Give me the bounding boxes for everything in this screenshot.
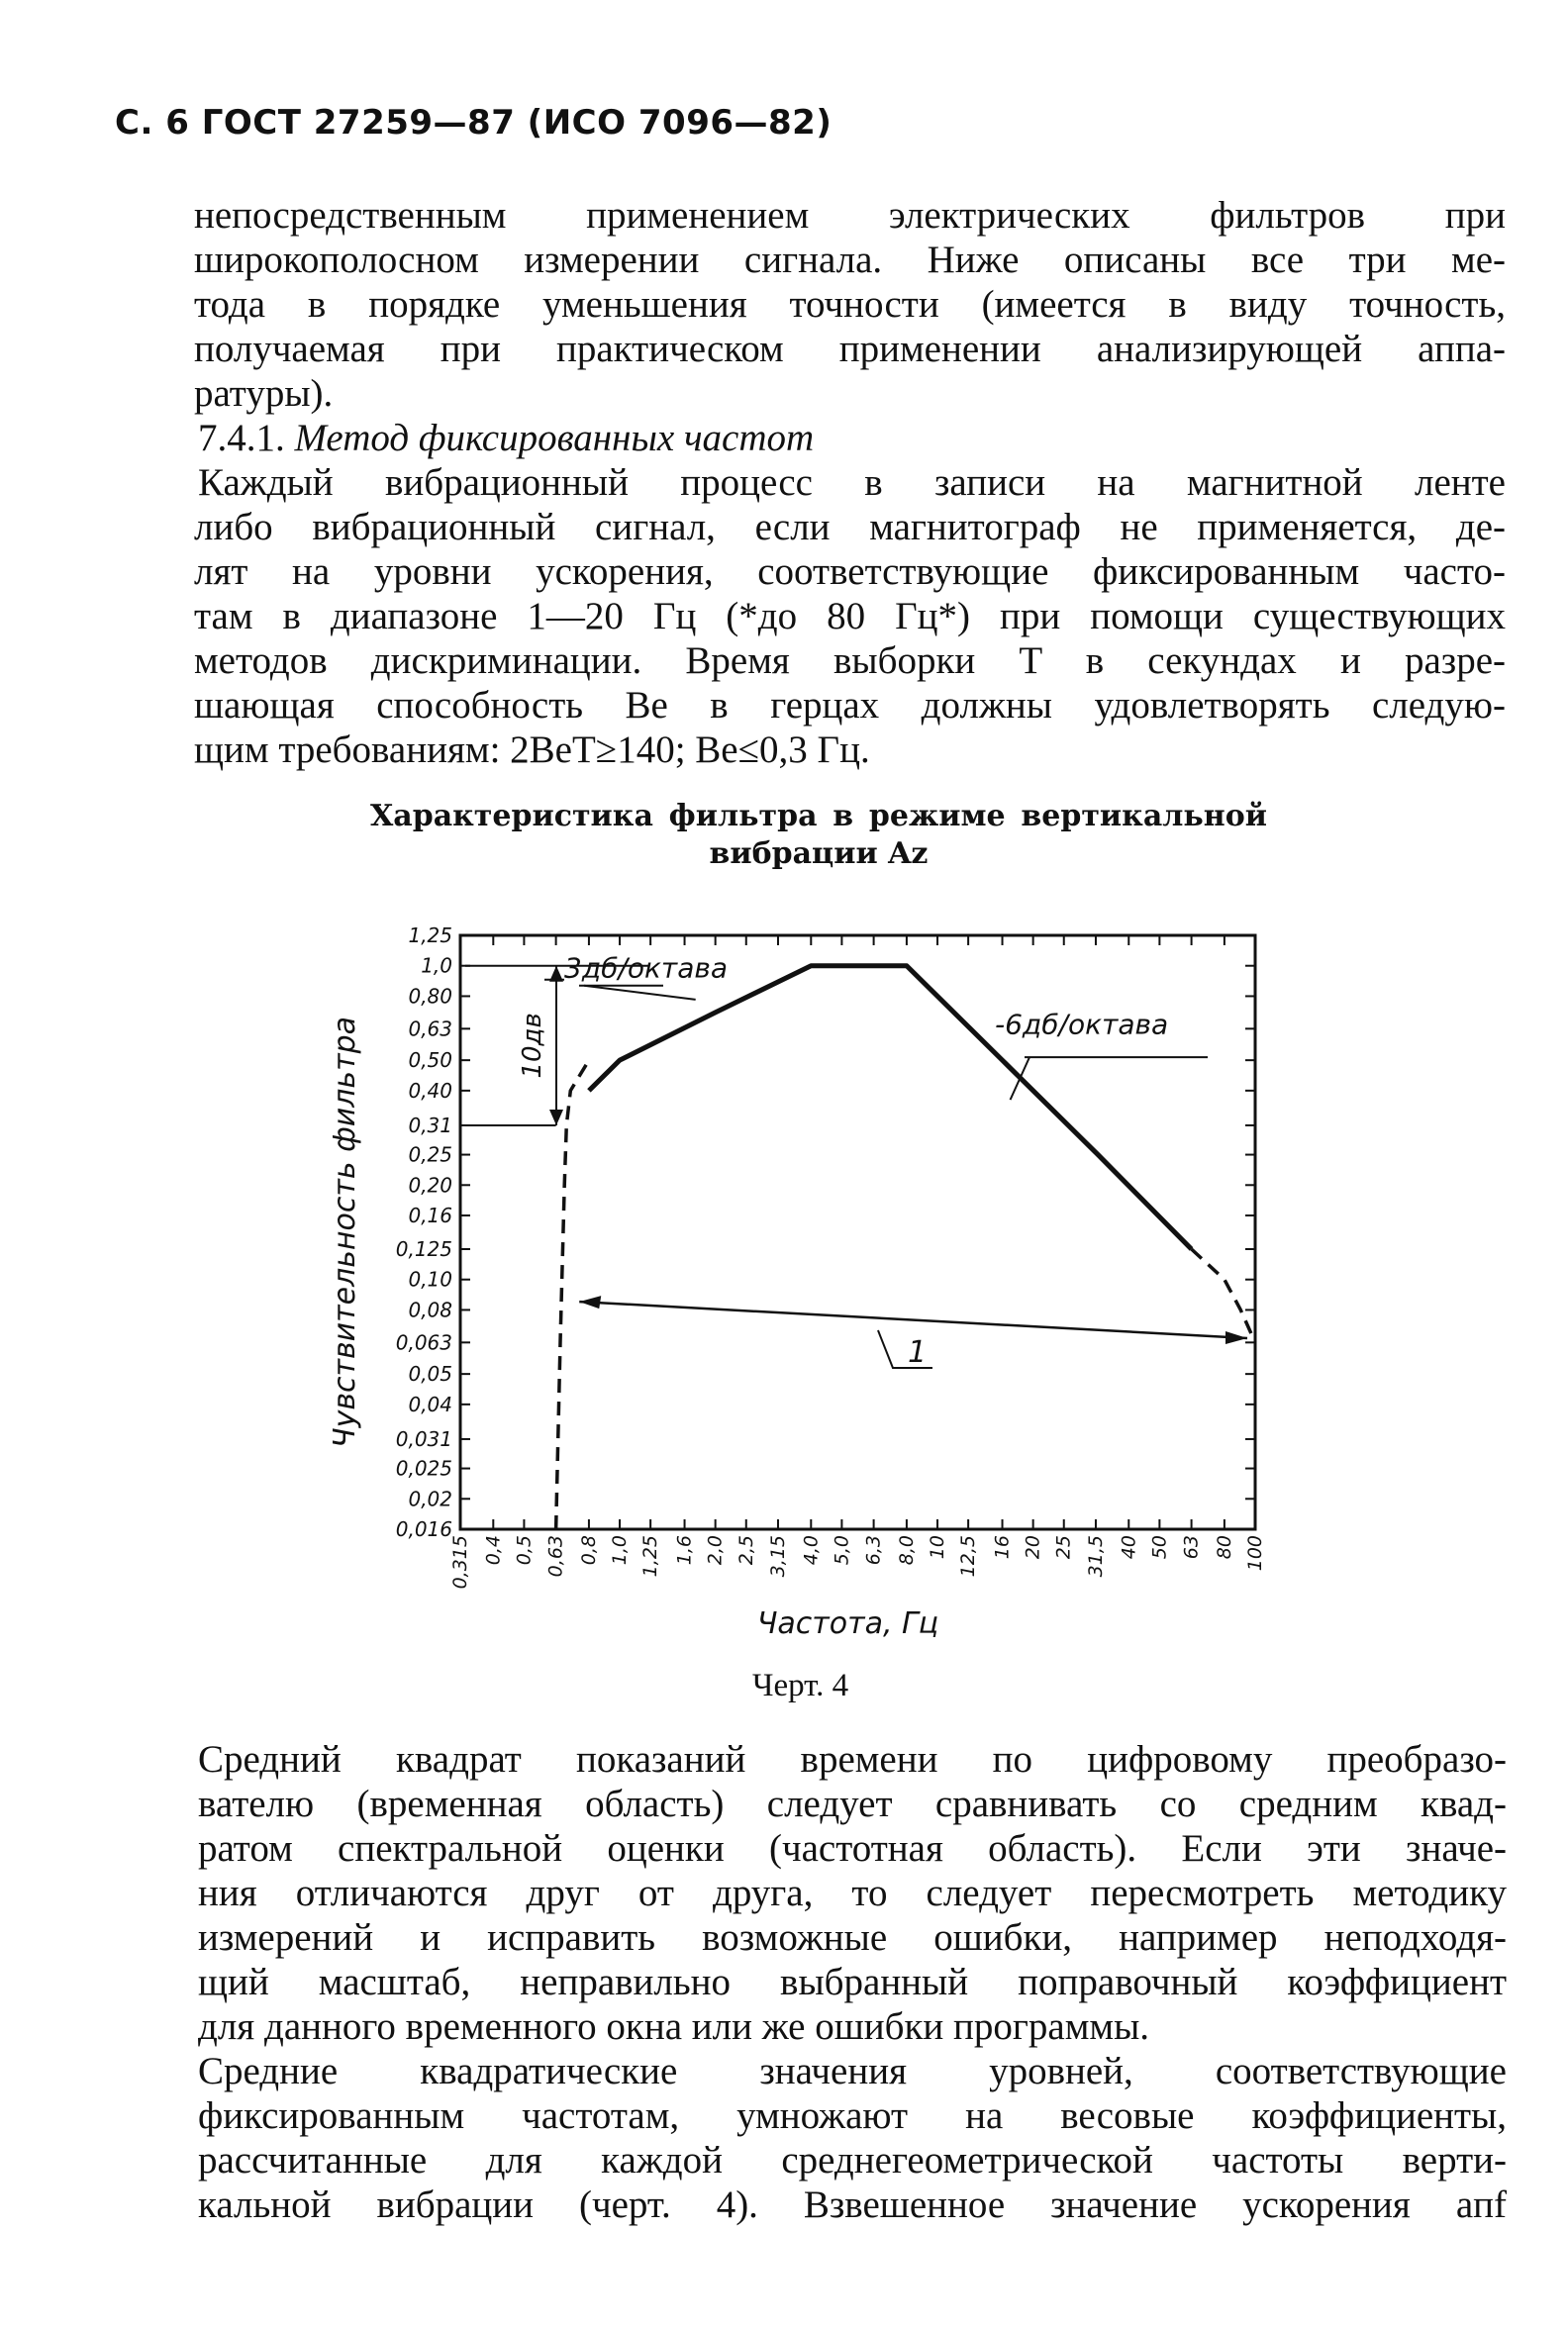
text-line: тода в порядке уменьшения точности (имеется в виду точность, — [194, 283, 1506, 326]
text-line: ния отличаются друг от друга, то следует пересмотреть методику — [198, 1872, 1507, 1914]
y-tick-label: 1,25 — [408, 923, 452, 947]
x-tick-label: 1,25 — [639, 1535, 662, 1578]
x-tick-label: 50 — [1148, 1535, 1171, 1560]
x-tick-label: 4,0 — [800, 1535, 823, 1566]
x-tick-label: 3,15 — [766, 1535, 789, 1578]
text-line: ратом спектральной оценки (частотная область). Если эти значе- — [198, 1827, 1507, 1870]
x-tick-label: 6,3 — [862, 1535, 885, 1566]
text-line: вателю (временная область) следует сравнивать со средним квад- — [198, 1783, 1507, 1825]
annotation-6db: -6дб/октава — [995, 1008, 1169, 1041]
x-axis-label: Частота, Гц — [756, 1606, 939, 1641]
x-tick-label: 12,5 — [957, 1535, 980, 1578]
x-tick-label: 2,0 — [704, 1535, 727, 1566]
range-arrow-left — [579, 1296, 601, 1309]
x-tick-label: 1,0 — [609, 1535, 632, 1566]
text-line: измерений и исправить возможные ошибки, например неподходя- — [198, 1916, 1507, 1959]
text-line: щий масштаб, неправильно выбранный поправочный коэффициент — [198, 1961, 1507, 2003]
page-header: С. 6 ГОСТ 27259—87 (ИСО 7096—82) — [115, 103, 833, 143]
section-title: Метод фиксированных частот — [294, 417, 815, 459]
y-tick-label: 0,08 — [408, 1298, 452, 1322]
section-heading — [198, 416, 1510, 460]
y-tick-label: 0,05 — [408, 1362, 452, 1387]
y-tick-label: 0,063 — [395, 1330, 452, 1355]
x-tick-label: 0,8 — [577, 1535, 600, 1566]
text-line: для данного временного окна или же ошибки программы. — [198, 2005, 1150, 2048]
text-line: Средние квадратические значения уровней, соответствующие — [198, 2050, 1507, 2092]
caption-line: Характеристика фильтра в режиме вертикальной — [370, 799, 1267, 833]
range-line-1 — [579, 1302, 1247, 1338]
x-tick-label: 8,0 — [895, 1535, 918, 1566]
filter-response-chart — [297, 901, 1307, 1653]
text-line: фиксированным частотам, умножают на весовые коэффициенты, — [198, 2094, 1507, 2137]
caption-line: вибрации Az — [709, 836, 929, 871]
text-line: методов дискриминации. Время выборки T в секундах и разре- — [194, 639, 1506, 682]
text-line: рассчитанные для каждой среднегеометрической частоты верти- — [198, 2139, 1507, 2182]
figure-caption — [370, 798, 1267, 873]
text-line: Средний квадрат показаний времени по цифровому преобразо- — [198, 1738, 1507, 1781]
paragraph-2 — [198, 1737, 1507, 2049]
text-line: непосредственным применением электрических фильтров при — [194, 194, 1506, 237]
x-tick-label: 0,4 — [482, 1535, 505, 1566]
paragraph-3 — [198, 2049, 1507, 2227]
text-line: либо вибрационный сигнал, если магнитограф не применяется, де- — [194, 506, 1506, 548]
y-tick-label: 0,016 — [395, 1517, 452, 1541]
text-line: шающая способность Be в герцах должны удовлетворять следую- — [194, 684, 1506, 727]
y-tick-label: 0,025 — [395, 1456, 452, 1481]
text-line: широкополосном измерении сигнала. Ниже описаны все три ме- — [194, 239, 1506, 281]
x-tick-label: 2,5 — [735, 1535, 757, 1566]
x-tick-label: 25 — [1052, 1535, 1075, 1560]
y-tick-label: 0,031 — [395, 1426, 452, 1451]
text-line: лят на уровни ускорения, соответствующие фиксированным часто- — [194, 550, 1506, 593]
text-line: Каждый вибрационный процесс в записи на магнитной ленте — [198, 461, 1506, 504]
x-tick-label: 20 — [1022, 1535, 1044, 1560]
y-tick-label: 1,0 — [421, 953, 452, 978]
y-tick-label: 0,80 — [408, 984, 452, 1009]
range-arrow-right — [1225, 1331, 1247, 1344]
section-paragraph — [194, 460, 1506, 772]
x-tick-label: 100 — [1244, 1535, 1266, 1572]
x-tick-label: 63 — [1180, 1535, 1203, 1560]
y-tick-label: 0,50 — [408, 1048, 452, 1073]
y-tick-label: 0,20 — [408, 1173, 452, 1198]
text-line: получаемая при практическом применении анализирующей аппа- — [194, 328, 1506, 370]
x-tick-label: 0,315 — [449, 1535, 471, 1590]
y-tick-label: 0,63 — [408, 1017, 452, 1041]
figure-label: Черт. 4 — [752, 1668, 849, 1703]
text-line: там в диапазоне 1—20 Гц (*до 80 Гц*) при помощи существующих — [194, 595, 1506, 637]
text-line: ратуры). — [194, 372, 334, 415]
section-number: 7.4.1. — [198, 417, 285, 459]
y-tick-label: 0,40 — [408, 1078, 452, 1103]
leader-6db — [1011, 1057, 1029, 1100]
y-tick-label: 0,31 — [408, 1113, 452, 1137]
x-tick-label: 40 — [1118, 1535, 1140, 1560]
y-tick-label: 0,02 — [408, 1487, 452, 1511]
intro-paragraph — [194, 193, 1506, 416]
y-tick-label: 0,10 — [408, 1267, 452, 1292]
annotation-3db: 3дб/октава — [564, 951, 729, 985]
y-tick-label: 0,125 — [395, 1236, 452, 1261]
series-line-dashed — [1192, 1249, 1255, 1342]
x-tick-label: 1,6 — [673, 1535, 696, 1566]
x-tick-label: 5,0 — [831, 1535, 853, 1566]
annotation-1: 1 — [907, 1335, 928, 1371]
x-tick-label: 16 — [991, 1535, 1014, 1560]
text-line: щим требованиям: 2BeT≥140; Be≤0,3 Гц. — [194, 728, 870, 771]
text-line: кальной вибрации (черт. 4). Взвешенное значение ускорения aпf — [198, 2183, 1507, 2226]
x-tick-label: 31,5 — [1084, 1535, 1107, 1578]
x-tick-label: 80 — [1213, 1535, 1235, 1560]
bracket-arrow-down — [549, 1110, 563, 1125]
y-axis-label: Чувствительность фильтра — [328, 1017, 362, 1448]
y-tick-label: 0,25 — [408, 1142, 452, 1167]
y-tick-label: 0,16 — [408, 1204, 452, 1228]
x-tick-label: 10 — [927, 1535, 949, 1560]
leader-3db — [584, 986, 696, 1000]
annotation-10db: 10дв — [518, 1013, 547, 1079]
series-line-dashed — [556, 1060, 589, 1529]
x-tick-label: 0,63 — [544, 1535, 567, 1578]
y-tick-label: 0,04 — [408, 1392, 452, 1416]
x-tick-label: 0,5 — [513, 1535, 536, 1566]
